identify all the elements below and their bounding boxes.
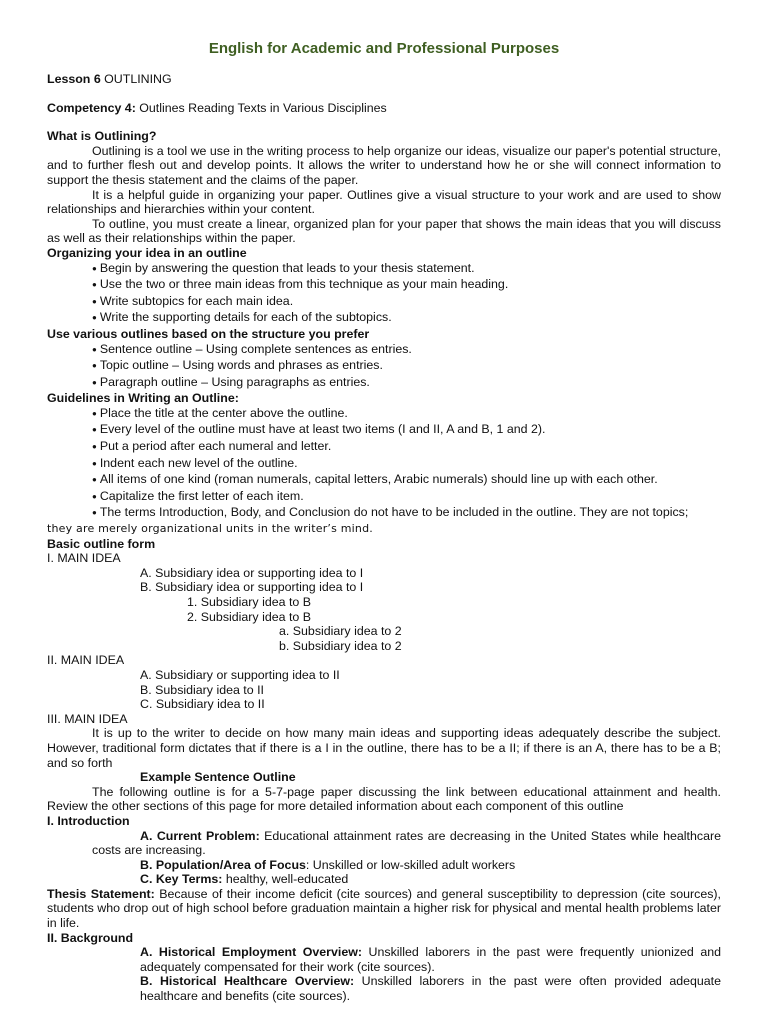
guideline-item: ● Put a period after each numeral and letter. <box>47 439 721 456</box>
example-item-a <box>47 829 721 858</box>
various-item: ● Sentence outline – Using complete sentences as entries. <box>47 342 721 359</box>
outline-note: It is up to the writer to decide on how many main ideas and supporting ideas adequately describe the subject. However, traditional form dictates that if there is a I in the outline, there has to be a II; if there is an A, there has to be a B; and so forth <box>47 726 721 770</box>
background-item-b-text: Unskilled laborers in the past were often provided adequate healthcare and benefits (cite sources). <box>140 974 722 1004</box>
guideline-item-continuation: they are merely organizational units in the writer’s mind. <box>47 522 373 536</box>
what-is-para-2: It is a helpful guide in organizing your paper. Outlines give a visual structure to your work and are used to show relationships and hierarchies within your content. <box>47 187 721 217</box>
outline-level-a: B. Subsidiary idea to II <box>140 682 264 697</box>
example-item-c <box>47 872 721 887</box>
example-item-b-text: : Unskilled or low-skilled adult workers <box>305 857 516 872</box>
guideline-item: ● Place the title at the center above the outline. <box>47 406 721 423</box>
what-is-heading: What is Outlining? <box>47 129 157 144</box>
outline-level-a-lower: a. Subsidiary idea to 2 <box>279 624 402 639</box>
various-item: ● Topic outline – Using words and phrases as entries. <box>47 358 721 375</box>
basic-form-heading: Basic outline form <box>47 536 156 551</box>
background-item-b-label: B. Historical Healthcare Overview: <box>140 974 355 989</box>
organizing-item: ● Use the two or three main ideas from this technique as your main heading. <box>47 277 721 294</box>
organizing-heading: Organizing your idea in an outline <box>47 245 247 260</box>
example-item-c-label: C. Key Terms: <box>140 872 223 887</box>
competency-value: Outlines Reading Texts in Various Disciplines <box>139 100 387 115</box>
various-heading: Use various outlines based on the structure you prefer <box>47 326 370 341</box>
example-item-c-text: healthy, well-educated <box>225 872 349 887</box>
outline-level-a: A. Subsidiary or supporting idea to II <box>140 667 340 682</box>
example-item-a-text: Educational attainment rates are decreasing in the United States while healthcare costs are increasing. <box>92 828 721 858</box>
outline-main-2: II. MAIN IDEA <box>47 653 125 668</box>
lesson-label: Lesson 6 <box>47 72 101 86</box>
lesson-value: OUTLINING <box>104 72 172 86</box>
what-is-para-3: To outline, you must create a linear, organized plan for your paper that shows the main ideas that you will discuss as well as their relationships within the paper. <box>47 216 721 246</box>
lesson-line <box>47 72 721 87</box>
outline-level-a: B. Subsidiary idea or supporting idea to I <box>140 580 364 595</box>
example-item-b-label: B. Population/Area of Focus <box>140 857 306 872</box>
outline-level-a: C. Subsidiary idea to II <box>140 697 265 712</box>
guideline-item: ● Every level of the outline must have at least two items (I and II, A and B, 1 and 2). <box>47 422 721 439</box>
thesis-label: Thesis Statement: <box>47 886 155 901</box>
outline-level-1: 2. Subsidiary idea to B <box>187 609 311 624</box>
thesis-text: Because of their income deficit (cite sources) and general susceptibility to depression (cite sources), students who drop out of high school before graduation maintain a higher risk for physical and mental health problems later in life. <box>47 886 721 931</box>
example-section-1: I. Introduction <box>47 813 130 828</box>
guidelines-heading: Guidelines in Writing an Outline: <box>47 391 239 406</box>
example-section-2: II. Background <box>47 930 134 945</box>
outline-level-a: A. Subsidiary idea or supporting idea to I <box>140 565 364 580</box>
outline-main-3: III. MAIN IDEA <box>47 711 128 726</box>
example-item-b <box>47 858 721 873</box>
competency-label: Competency 4: <box>47 100 136 115</box>
background-item-a-text: Unskilled laborers in the past were frequently unionized and adequately compensated for their work (cite sources). <box>140 945 721 974</box>
example-heading: Example Sentence Outline <box>140 770 296 785</box>
what-is-para-1: Outlining is a tool we use in the writing process to help organize our ideas, visualize our paper's potential structure, and to further flesh out and develop points. It allows the writer to understand how he or she will connect information to support the thesis statement and the claims of the paper. <box>47 143 721 187</box>
organizing-item: ● Begin by answering the question that leads to your thesis statement. <box>47 261 721 278</box>
background-item-a <box>47 945 721 974</box>
guideline-item: ● All items of one kind (roman numerals, capital letters, Arabic numerals) should line up with each other. <box>47 472 721 489</box>
background-item-a-label: A. Historical Employment Overview: <box>140 945 362 960</box>
example-intro: The following outline is for a 5-7-page paper discussing the link between educational attainment and health. Review the other sections of this page for more detailed information about each component of this outline <box>47 784 721 814</box>
outline-level-a-lower: b. Subsidiary idea to 2 <box>279 638 402 653</box>
competency-line <box>47 101 721 116</box>
various-item: ● Paragraph outline – Using paragraphs as entries. <box>47 375 721 392</box>
document-title: English for Academic and Professional Purposes <box>208 40 560 57</box>
thesis-statement <box>47 887 721 931</box>
outline-main-1: I. MAIN IDEA <box>47 551 121 566</box>
guideline-item: ● The terms Introduction, Body, and Conclusion do not have to be included in the outline. They are not topics; <box>47 505 721 522</box>
guideline-item: ● Indent each new level of the outline. <box>47 456 721 473</box>
organizing-item: ● Write the supporting details for each of the subtopics. <box>47 310 721 327</box>
example-item-a-label: A. Current Problem: <box>140 828 260 843</box>
guideline-item: ● Capitalize the first letter of each item. <box>47 489 721 506</box>
background-item-b <box>47 974 721 1003</box>
outline-level-1: 1. Subsidiary idea to B <box>187 595 311 609</box>
organizing-item: ● Write subtopics for each main idea. <box>47 294 721 311</box>
